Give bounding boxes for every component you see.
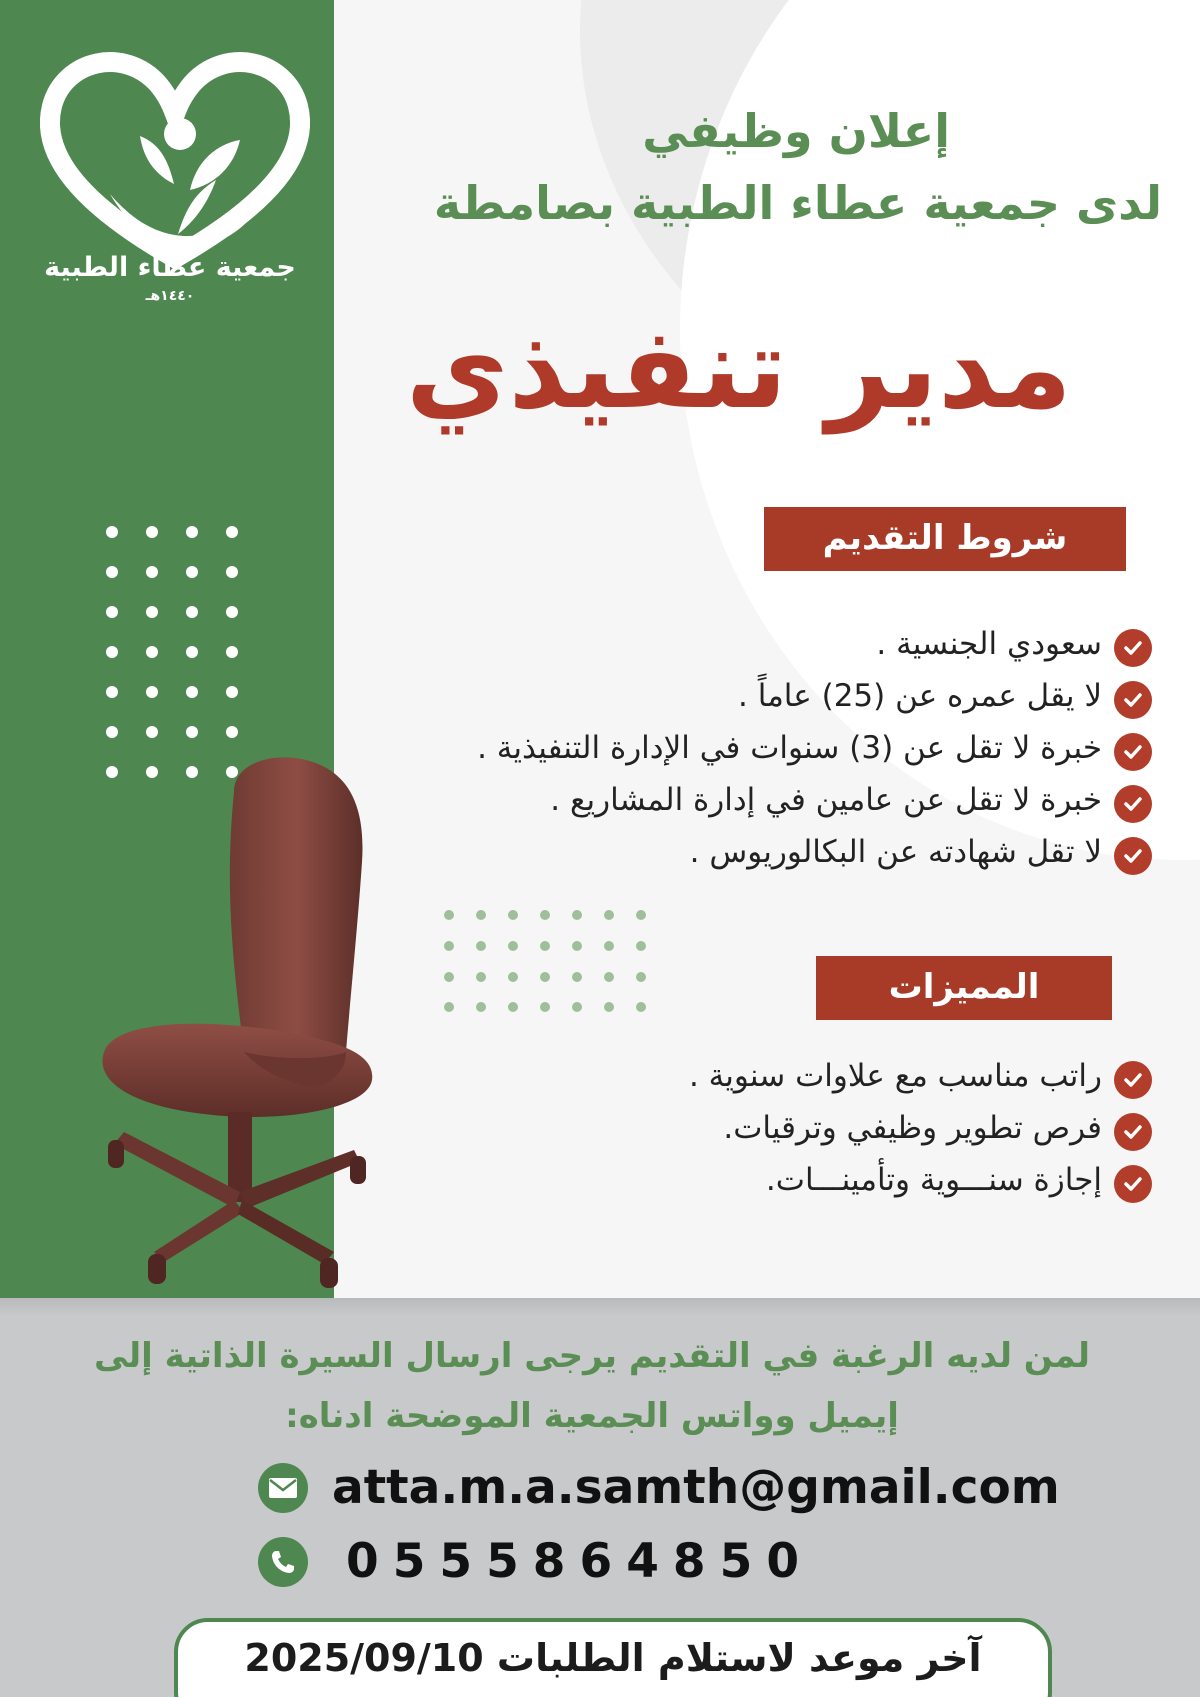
list-item	[477, 722, 1152, 774]
list-item	[689, 1102, 1152, 1154]
section-divider	[0, 1298, 1200, 1316]
check-icon	[1114, 1061, 1152, 1099]
requirement-text: لا تقل شهادته عن البكالوريوس .	[689, 834, 1102, 870]
list-item	[689, 1050, 1152, 1102]
check-icon	[1114, 681, 1152, 719]
logo-org-name: جمعية عطاء الطبية	[44, 252, 296, 283]
phone-row	[258, 1534, 813, 1589]
benefit-text: فرص تطوير وظيفي وترقيات.	[723, 1110, 1102, 1146]
requirements-list	[477, 618, 1152, 878]
check-icon	[1114, 1165, 1152, 1203]
list-item	[477, 618, 1152, 670]
office-chair-icon	[84, 752, 404, 1312]
check-icon	[1114, 837, 1152, 875]
check-icon	[1114, 785, 1152, 823]
benefits-label: المميزات	[816, 956, 1112, 1020]
check-icon	[1114, 1113, 1152, 1151]
check-icon	[1114, 629, 1152, 667]
envelope-icon	[258, 1463, 308, 1513]
logo-year: ١٤٤٠هـ	[145, 288, 195, 304]
list-item	[477, 774, 1152, 826]
requirements-label: شروط التقديم	[764, 507, 1126, 571]
benefit-text: إجازة سنـــوية وتأمينـــات.	[765, 1162, 1102, 1198]
application-instructions	[60, 1326, 1124, 1446]
decorative-dots-white	[106, 526, 246, 788]
check-icon	[1114, 733, 1152, 771]
list-item	[477, 826, 1152, 878]
list-item	[689, 1154, 1152, 1206]
list-item	[477, 670, 1152, 722]
job-title: مدير تنفيذي	[405, 304, 1072, 434]
deadline-text: آخر موعد لاستلام الطلبات 2025/09/10	[244, 1636, 982, 1680]
requirement-text: سعودي الجنسية .	[876, 626, 1102, 662]
instructions-line-2: إيميل وواتس الجمعية الموضحة ادناه:	[285, 1396, 899, 1436]
contact-phone[interactable]: 0555864850	[346, 1534, 814, 1589]
email-row	[258, 1460, 1060, 1515]
requirement-text: خبرة لا تقل عن عامين في إدارة المشاريع .	[550, 782, 1102, 818]
requirement-text: خبرة لا تقل عن (3) سنوات في الإدارة التنفيذية .	[477, 730, 1102, 766]
benefits-list	[689, 1050, 1152, 1206]
instructions-line-1: لمن لديه الرغبة في التقديم يرجى ارسال السيرة الذاتية إلى	[94, 1336, 1090, 1376]
benefit-text: راتب مناسب مع علاوات سنوية .	[688, 1058, 1102, 1094]
announcement-title: إعلان وظيفي	[642, 104, 950, 158]
requirement-text: لا يقل عمره عن (25) عاماً .	[738, 678, 1102, 714]
announcement-subtitle: لدى جمعية عطاء الطبية بصامطة	[433, 176, 1162, 230]
phone-icon	[258, 1537, 308, 1587]
contact-email[interactable]: atta.m.a.samth@gmail.com	[332, 1460, 1060, 1515]
decorative-dots-green	[443, 909, 653, 1013]
